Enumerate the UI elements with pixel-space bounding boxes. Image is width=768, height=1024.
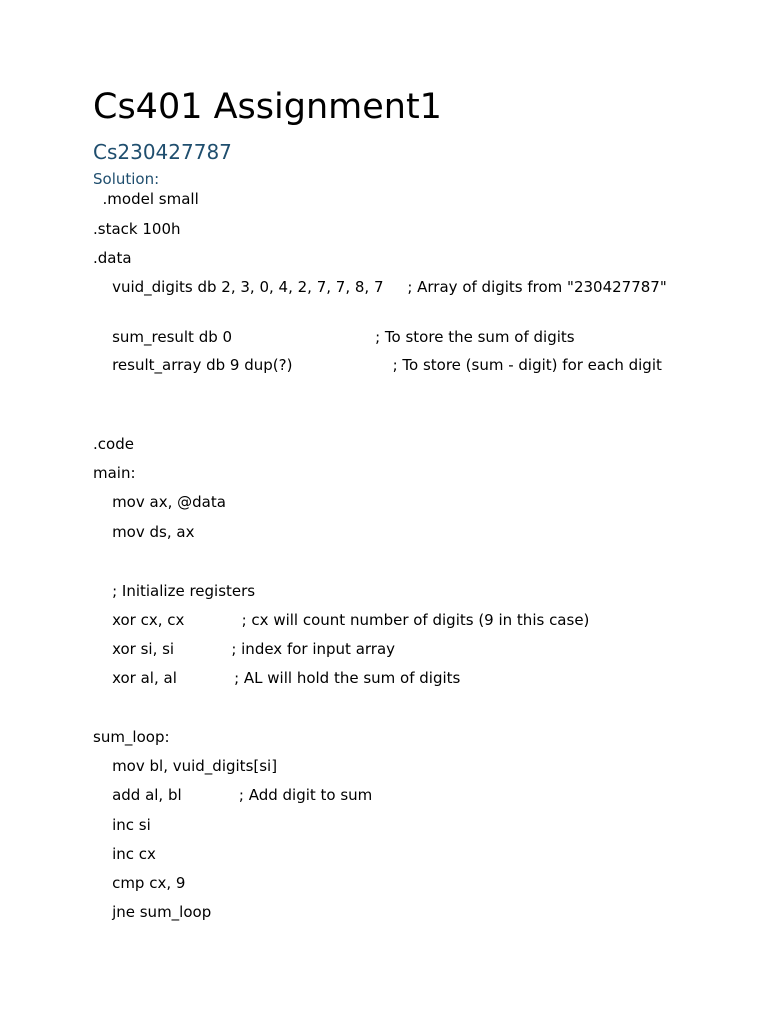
code-line: inc si [93, 816, 151, 834]
code-line: main: [93, 464, 136, 482]
code-line: xor si, si ; index for input array [93, 640, 396, 658]
code-line: .data [93, 249, 132, 267]
code-line: xor cx, cx ; cx will count number of digits (9 in this case) [93, 611, 590, 629]
student-id-heading: Cs230427787 [93, 140, 232, 164]
code-line: sum_loop: [93, 728, 170, 746]
code-line: add al, bl ; Add digit to sum [93, 786, 373, 804]
code-line: result_array db 9 dup(?) ; To store (sum - digit) for each digit [93, 356, 662, 374]
code-line: mov ax, @data [93, 493, 226, 511]
code-line: sum_result db 0 ; To store the sum of digits [93, 328, 575, 346]
code-line: vuid_digits db 2, 3, 0, 4, 2, 7, 7, 8, 7 ; Array of digits from "230427787" [93, 278, 667, 296]
code-line: inc cx [93, 845, 156, 863]
code-line: .model small [93, 190, 199, 208]
code-line: mov ds, ax [93, 523, 195, 541]
code-line: jne sum_loop [93, 903, 212, 921]
document-title: Cs401 Assignment1 [93, 87, 442, 127]
code-line: mov bl, vuid_digits[si] [93, 757, 278, 775]
code-line: cmp cx, 9 [93, 874, 186, 892]
code-line: .code [93, 435, 134, 453]
solution-heading: Solution: [93, 170, 160, 188]
code-line: xor al, al ; AL will hold the sum of digits [93, 669, 461, 687]
code-line: .stack 100h [93, 220, 181, 238]
code-line: ; Initialize registers [93, 582, 256, 600]
